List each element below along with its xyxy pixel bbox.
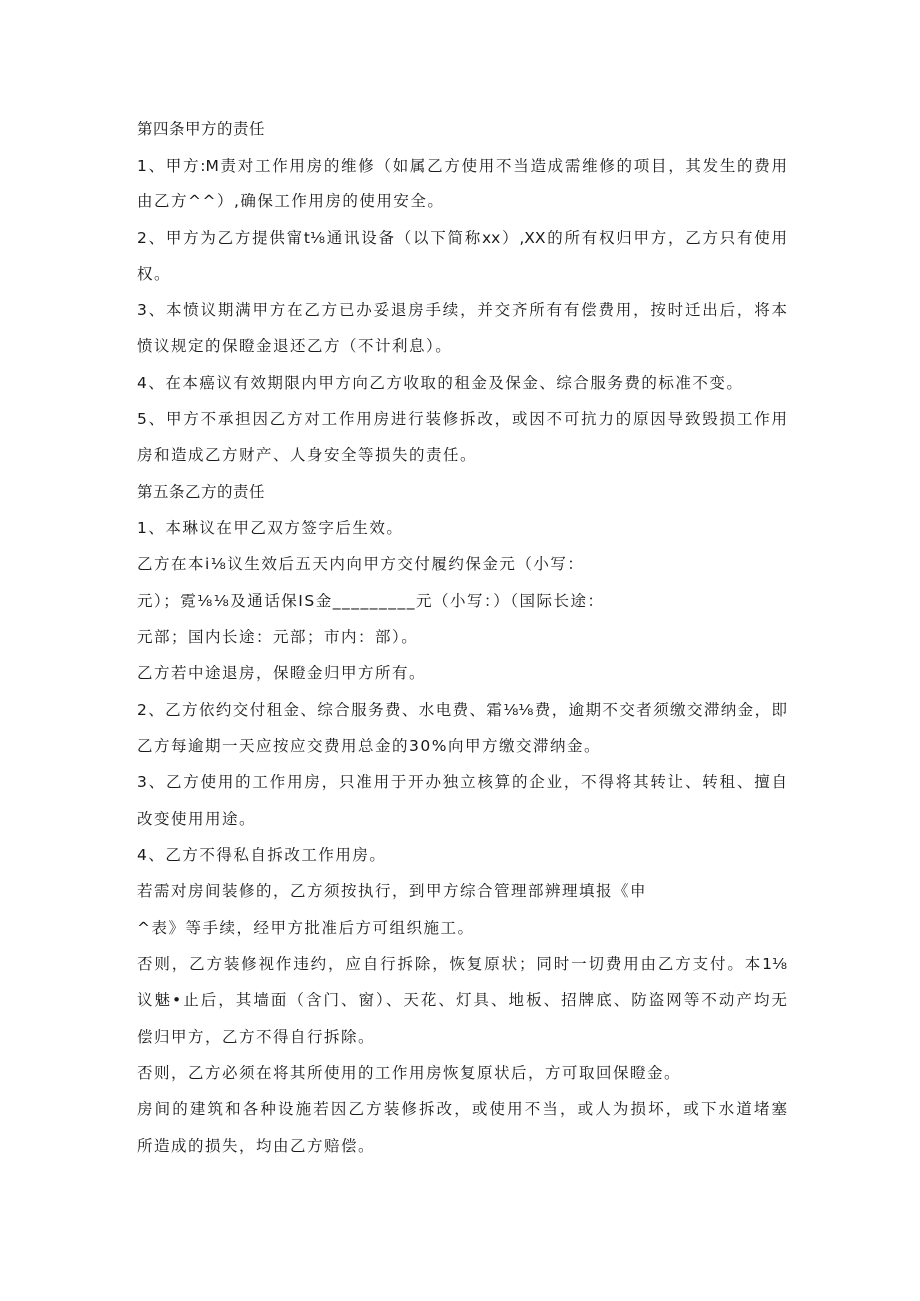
clause-line: 1、本琳议在甲乙双方签字后生效。 xyxy=(137,519,404,537)
clause-line: 乙方每逾期一天应按应交费用总金的30%向甲方缴交滞纳金。 xyxy=(137,737,601,755)
clause-line: 偿归甲方，乙方不得自行拆除。 xyxy=(137,1028,376,1046)
clause-line: 4、在本癌议有效期限内甲方向乙方收取的租金及保金、综合服务费的标准不变。 xyxy=(137,374,744,392)
clause-line: 元部；国内长途：元部；市内：部）。 xyxy=(137,628,419,646)
clause-line: 3、本愤议期满甲方在乙方已办妥退房手续，并交齐所有有偿费用，按时迁出后，将本 xyxy=(137,301,787,319)
clause-line: 若需对房间装修的，乙方须按执行，到甲方综合管理部辨理填报《申 xyxy=(137,882,648,900)
clause-line: 所造成的损失，均由乙方赔偿。 xyxy=(137,1137,376,1155)
clause-line: 由乙方^^）,确保工作用房的使用安全。 xyxy=(137,192,445,210)
clause-line: 元）；霓⅛⅛及通话保IS金_________元（小写：）（国际长途： xyxy=(137,592,605,610)
clause-line: 否则，乙方必须在将其所使用的工作用房恢复原状后，方可取回保瞪金。 xyxy=(137,1064,682,1082)
clause-line: 乙方在本i⅛议生效后五天内向甲方交付履约保金元（小写： xyxy=(137,555,585,573)
clause-line: ^表》等手续，经甲方批准后方可组织施工。 xyxy=(137,919,475,937)
clause-line: 2、甲方为乙方提供甯t⅛通讯设备（以下简称xx）,XX的所有权归甲方，乙方只有使用 xyxy=(137,229,787,247)
clause-line: 否则，乙方装修视作违约，应自行拆除，恢复原状；同时一切费用由乙方支付。本1⅛ xyxy=(137,955,787,973)
section-heading-party-a: 第四条甲方的责任 xyxy=(137,120,266,138)
clause-line: 乙方若中途退房，保瞪金归甲方所有。 xyxy=(137,664,427,682)
clause-line: 房间的建筑和各种设施若因乙方装修拆改，或使用不当，或人为损坏，或下水道堵塞 xyxy=(137,1100,787,1118)
clause-line: 愤议规定的保瞪金退还乙方（不计利息）。 xyxy=(137,337,453,355)
clause-line: 1、甲方:M责对工作用房的维修（如属乙方使用不当造成需维修的项目，其发生的费用 xyxy=(137,157,787,175)
clause-line: 2、乙方依约交付租金、综合服务费、水电费、霜⅛⅛费，逾期不交者须缴交滞纳金，即 xyxy=(137,701,787,719)
clause-line: 权。 xyxy=(137,265,172,283)
clause-line: 改变使用用途。 xyxy=(137,810,257,828)
section-heading-party-b: 第五条乙方的责任 xyxy=(137,483,266,501)
clause-line: 3、乙方使用的工作用房，只准用于开办独立核算的企业，不得将其转让、转租、擅自 xyxy=(137,773,787,791)
clause-line: 5、甲方不承担因乙方对工作用房进行装修拆改，或因不可抗力的原因导致毁损工作用 xyxy=(137,410,787,428)
clause-line: 房和造成乙方财产、人身安全等损失的责任。 xyxy=(137,446,478,464)
clause-line: 4、乙方不得私自拆改工作用房。 xyxy=(137,846,387,864)
clause-line: 议魅•止后，其墙面（含门、窗）、天花、灯具、地板、招牌底、防盗网等不动产均无 xyxy=(137,991,787,1009)
